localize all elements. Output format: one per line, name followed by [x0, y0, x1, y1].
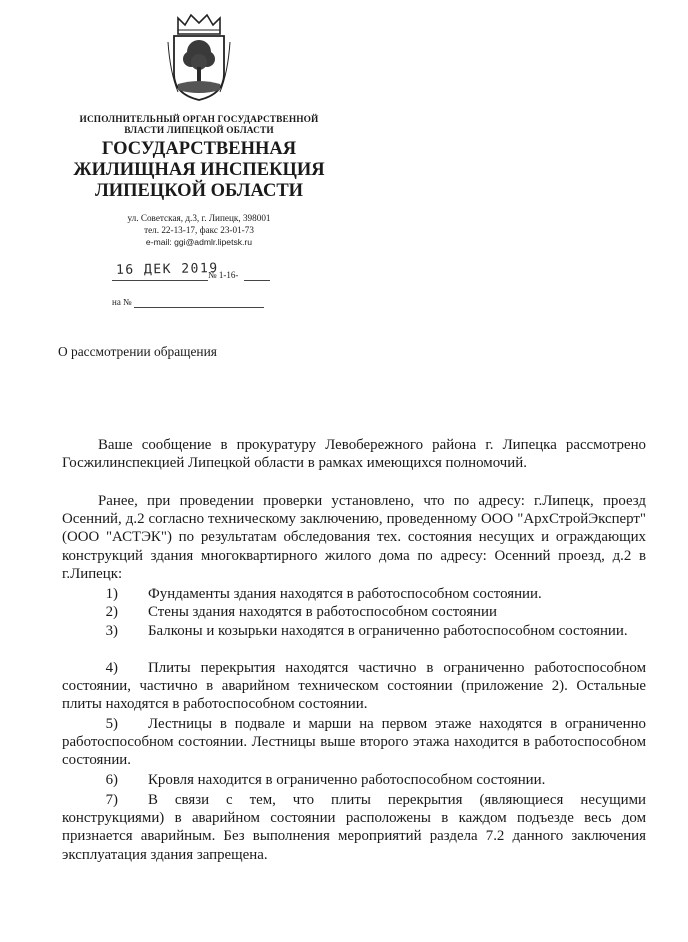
- body-paragraph-1: Ваше сообщение в прокуратуру Левобережного района г. Липецка рассмотрено Госжилинспекцией Липецкой области в рамках имеющихся полномочий.: [62, 437, 646, 472]
- list-item: [62, 622, 646, 640]
- org-email-wrap: [60, 236, 338, 248]
- list-item-text: Фундаменты здания находятся в работоспособном состоянии.: [148, 586, 542, 602]
- list-item: [62, 791, 646, 864]
- list-item-text: В связи с тем, что плиты перекрытия (являющиеся несущими конструкциями) в аварийном состоянии расположены в каждом подъезде весь дом признается аварийным. Без выполнения мероприятий раздела 7.2 данного заключения эксплуатация здания запрещена.: [62, 792, 646, 863]
- org-title-line-1: ГОСУДАРСТВЕННАЯ: [101, 139, 297, 159]
- list-item-number: 2): [105, 604, 118, 620]
- list-item-number: 6): [105, 772, 118, 788]
- list-item-text: Плиты перекрытия находятся частично в ограниченно работоспособном состоянии, частично в аварийном техническом состоянии (приложение 2). Остальные плиты находятся в работоспособном состоянии.: [62, 660, 646, 713]
- org-title-line-2: ЖИЛИЩНАЯ ИНСПЕКЦИЯ: [73, 160, 325, 180]
- list-item-text: Лестницы в подвале и марши на первом этаже находятся в ограниченно работоспособном состоянии. Лестницы выше второго этажа находится в работоспособном состоянии.: [62, 716, 646, 769]
- outgoing-number-label: № 1-16-: [208, 270, 239, 280]
- date-underline: [112, 280, 208, 281]
- list-item: [62, 603, 646, 621]
- org-phone: тел. 22-13-17, факс 23-01-73: [144, 225, 254, 235]
- list-item-text: Стены здания находятся в работоспособном состоянии: [148, 604, 497, 620]
- list-item-number: 3): [105, 623, 118, 639]
- list-item-number: 7): [105, 792, 118, 808]
- org-authority-line-1: ИСПОЛНИТЕЛЬНЫЙ ОРГАН ГОСУДАРСТВЕННОЙ: [79, 115, 319, 125]
- list-item-text: Балконы и козырьки находятся в ограниченно работоспособном состоянии.: [148, 623, 628, 639]
- list-item-number: 4): [105, 660, 118, 676]
- reply-to-label: на №: [112, 297, 132, 307]
- outgoing-number-line: [244, 280, 270, 281]
- list-item-text: Кровля находится в ограниченно работоспособном состоянии.: [148, 772, 546, 788]
- org-authority-line-2: ВЛАСТИ ЛИПЕЦКОЙ ОБЛАСТИ: [124, 126, 274, 136]
- list-item: [62, 659, 646, 714]
- body-paragraph-2: Ранее, при проведении проверки установлено, что по адресу: г.Липецк, проезд Осенний, д.2 согласно техническому заключению, проведенному ООО "АрхСтройЭксперт" (ООО "АСТЭК") по результатам обследования тех. состояния несущих и ограждающих конструкций здания многоквартирного жилого дома по адресу: Осенний проезд, д.2 в г.Липецк:: [62, 493, 646, 582]
- list-item: [62, 715, 646, 770]
- list-item-number: 1): [105, 586, 118, 602]
- lipetsk-oblast-coat-of-arms-icon: [164, 12, 234, 104]
- letter-subject: О рассмотрении обращения: [58, 344, 217, 359]
- org-email: e-mail: ggi@admlr.lipetsk.ru: [145, 237, 253, 247]
- date-stamp: 16 ДЕК 2019: [115, 261, 219, 278]
- org-title-line-3: ЛИПЕЦКОЙ ОБЛАСТИ: [94, 181, 304, 201]
- list-item: [62, 585, 646, 603]
- list-item-number: 5): [105, 716, 118, 732]
- org-address: ул. Советская, д.3, г. Липецк, 398001: [127, 213, 271, 223]
- reply-to-line: [134, 307, 264, 308]
- list-item: [62, 771, 646, 789]
